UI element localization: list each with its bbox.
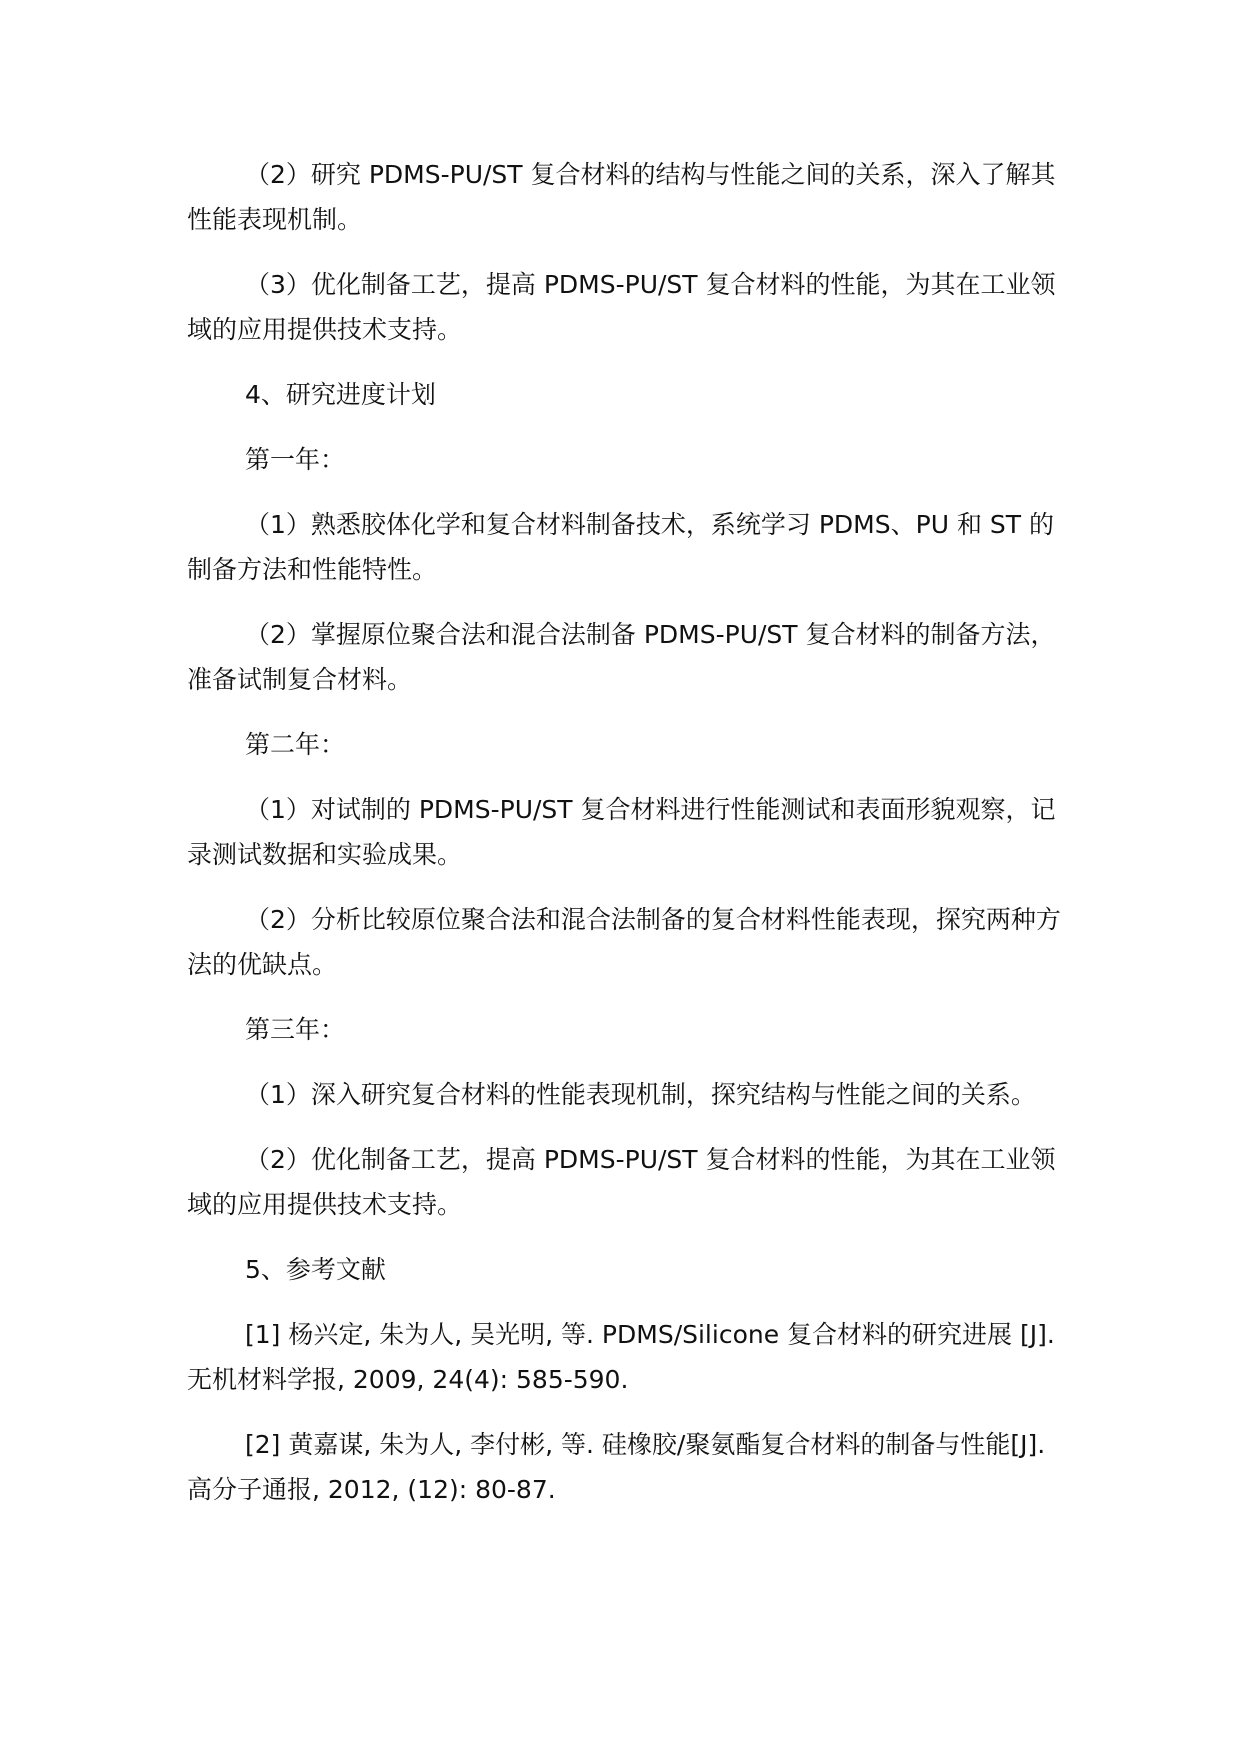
year-3-heading: 第三年： <box>245 1015 346 1044</box>
year-2-item-2: （2）分析比较原位聚合法和混合法制备的复合材料性能表现，探究两种方法的优缺点。 <box>187 905 1061 979</box>
reference-2: [2] 黄嘉谋, 朱为人, 李付彬, 等. 硅橡胶/聚氨酯复合材料的制备与性能[J]. 高分子通报, 2012, (12): 80-87. <box>187 1430 1046 1504</box>
document-body <box>187 152 1067 1532</box>
year-2-heading: 第二年： <box>245 730 346 759</box>
year-3-item-1: （1）深入研究复合材料的性能表现机制，探究结构与性能之间的关系。 <box>245 1080 1036 1109</box>
year-3-item-2: （2）优化制备工艺，提高 PDMS-PU/ST 复合材料的性能，为其在工业领域的应用提供技术支持。 <box>187 1145 1056 1219</box>
year-1-heading: 第一年： <box>245 445 346 474</box>
objective-3: （3）优化制备工艺，提高 PDMS-PU/ST 复合材料的性能，为其在工业领域的应用提供技术支持。 <box>187 270 1056 344</box>
year-1-item-2: （2）掌握原位聚合法和混合法制备 PDMS-PU/ST 复合材料的制备方法，准备试制复合材料。 <box>187 620 1056 694</box>
reference-1: [1] 杨兴定, 朱为人, 吴光明, 等. PDMS/Silicone 复合材料的研究进展 [J]. 无机材料学报, 2009, 24(4): 585-590. <box>187 1320 1055 1394</box>
objective-2: （2）研究 PDMS-PU/ST 复合材料的结构与性能之间的关系，深入了解其性能表现机制。 <box>187 160 1056 234</box>
section-heading-references: 5、参考文献 <box>245 1255 386 1284</box>
section-heading-schedule: 4、研究进度计划 <box>245 380 436 409</box>
year-1-item-1: （1）熟悉胶体化学和复合材料制备技术，系统学习 PDMS、PU 和 ST 的制备方法和性能特性。 <box>187 510 1054 584</box>
year-2-item-1: （1）对试制的 PDMS-PU/ST 复合材料进行性能测试和表面形貌观察，记录测试数据和实验成果。 <box>187 795 1056 869</box>
